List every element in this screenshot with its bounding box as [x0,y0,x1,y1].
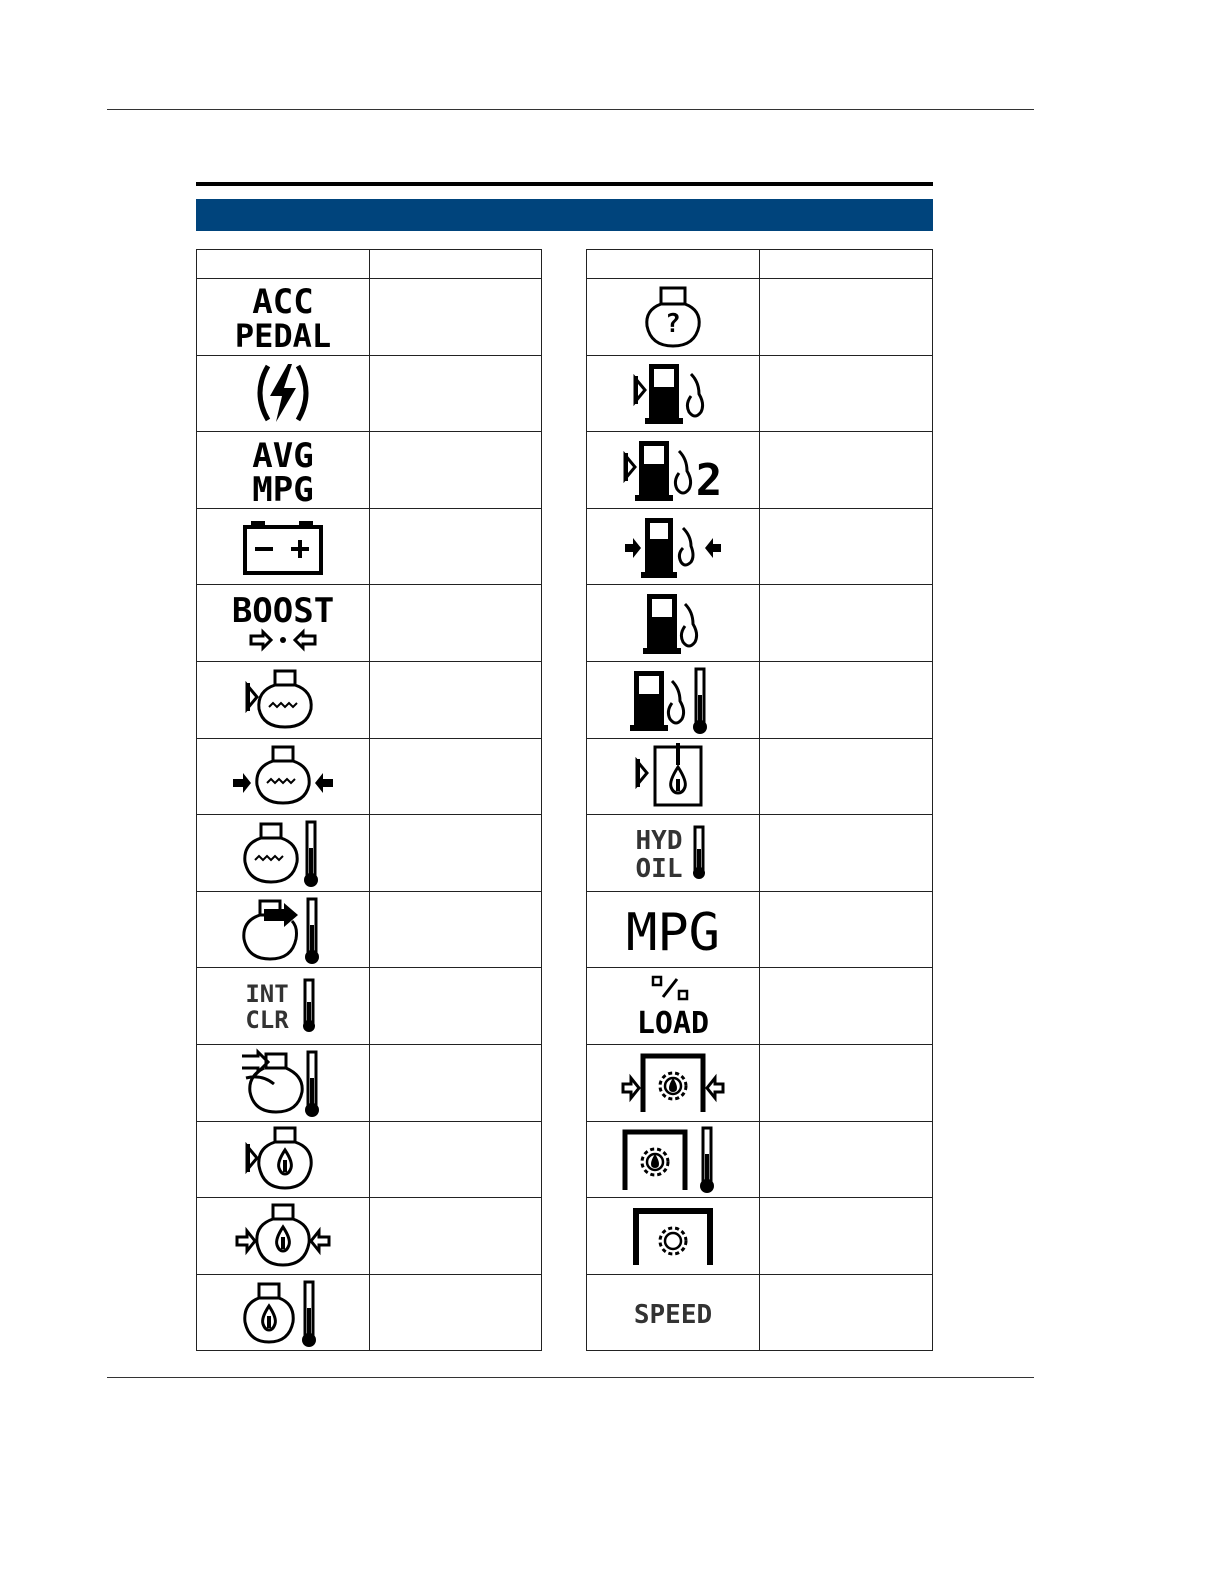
oil-level-icon [243,1124,323,1194]
icon-cell [587,432,760,509]
description-cell [369,279,542,356]
table-row [197,585,542,662]
table-row [197,355,542,432]
speed-icon [623,1293,723,1333]
header-cell [197,250,370,279]
transmission-pressure-icon [621,1048,725,1118]
table-row [197,508,542,585]
description-cell [369,1044,542,1121]
table-row [587,661,933,738]
avg-mpg-icon [233,435,333,505]
description-cell [369,1198,542,1275]
fuel-pressure-icon [623,514,723,580]
table-row [197,738,542,815]
description-cell [369,432,542,509]
oil-pressure-icon [235,1201,331,1271]
description-cell [369,355,542,432]
icon-cell [197,738,370,815]
svg-text:MPG: MPG [626,902,720,960]
table-row [587,508,933,585]
description-cell [760,738,933,815]
description-cell [369,1121,542,1198]
table-row [197,1121,542,1198]
table-row [197,432,542,509]
boost-pressure-icon [223,590,343,656]
svg-text:OIL: OIL [635,853,683,883]
table-row [197,279,542,356]
table-row [587,279,933,356]
table-row [587,1274,933,1351]
coolant-temperature-icon [241,818,325,888]
icon-cell [197,1198,370,1275]
description-cell [760,279,933,356]
table-row [197,968,542,1045]
description-cell [760,891,933,968]
description-cell [369,585,542,662]
coolant-pressure-icon [231,743,335,809]
svg-text:2: 2 [695,454,723,503]
table-row [587,355,933,432]
icon-cell [587,279,760,356]
engine-fault-icon [643,284,703,350]
header-cell [369,250,542,279]
description-cell [760,432,933,509]
description-cell [760,355,933,432]
description-cell [760,1274,933,1351]
svg-text:LOAD: LOAD [636,1006,710,1040]
hydraulic-oil-level-icon [635,741,711,811]
table-row [587,585,933,662]
table-row [197,661,542,738]
description-cell [760,661,933,738]
description-cell [760,1044,933,1121]
header-cell [760,250,933,279]
symbol-table-left [196,249,542,1351]
icon-cell [197,355,370,432]
table-row [197,1044,542,1121]
icon-cell [587,508,760,585]
table-row [197,1274,542,1351]
table-row [587,891,933,968]
transmission-icon [628,1203,718,1269]
description-cell [369,815,542,892]
intake-temperature-icon [238,1048,328,1118]
fuel-level-icon [633,360,713,426]
icon-cell [197,585,370,662]
icon-cell [197,508,370,585]
svg-text:ACC: ACC [252,281,314,322]
table-header-row [587,250,933,279]
table-row [587,1121,933,1198]
section-rule [196,182,933,186]
battery-icon [241,517,325,577]
intercooler-temperature-icon [241,976,325,1036]
icon-cell [197,891,370,968]
svg-text:?: ? [665,308,681,339]
icon-cell [587,1044,760,1121]
icon-cell [587,1121,760,1198]
description-cell [369,891,542,968]
coolant-level-icon [243,667,323,733]
table-row [587,432,933,509]
svg-text:HYD: HYD [635,825,683,856]
mpg-icon [618,900,728,960]
svg-text:AVG: AVG [252,435,314,476]
svg-text:INT: INT [245,980,289,1009]
description-cell [760,968,933,1045]
description-cell [760,1198,933,1275]
icon-cell [587,1274,760,1351]
icon-cell [587,738,760,815]
table-row [197,815,542,892]
electrical-fault-icon [248,360,318,426]
oil-temperature-icon [243,1278,323,1348]
table-row [587,1044,933,1121]
footer-rule [107,1377,1034,1378]
header-rule [107,109,1034,110]
icon-cell [197,432,370,509]
description-cell [760,508,933,585]
description-cell [369,661,542,738]
icon-cell [197,815,370,892]
table-row [587,1198,933,1275]
svg-text:PEDAL: PEDAL [234,316,331,353]
table-header-row [197,250,542,279]
header-cell [587,250,760,279]
icon-cell [587,815,760,892]
percent-load-icon [623,973,723,1039]
table-row [587,815,933,892]
icon-cell [197,1044,370,1121]
symbol-table-right [586,249,933,1351]
description-cell [760,815,933,892]
table-row [587,968,933,1045]
icon-cell [197,661,370,738]
transmission-temperature-icon [621,1124,725,1194]
icon-cell [587,661,760,738]
description-cell [760,1121,933,1198]
svg-text:SPEED: SPEED [633,1299,713,1330]
fuel-rate-icon [643,590,703,656]
section-banner [196,199,933,231]
description-cell [369,508,542,585]
table-row [197,1198,542,1275]
description-cell [760,585,933,662]
description-cell [369,1274,542,1351]
icon-cell [197,1274,370,1351]
svg-text:BOOST: BOOST [231,591,334,632]
icon-cell [587,968,760,1045]
fuel-level-2-icon [623,437,723,503]
icon-cell [197,279,370,356]
icon-cell [197,968,370,1045]
exhaust-temperature-icon [240,895,326,965]
icon-cell [587,1198,760,1275]
fuel-temperature-icon [630,665,716,735]
icon-cell [587,585,760,662]
hydraulic-oil-temperature-icon [631,823,715,883]
description-cell [369,738,542,815]
svg-text:CLR: CLR [245,1006,289,1035]
icon-cell [587,891,760,968]
icon-cell [587,355,760,432]
acc-pedal-icon [218,281,348,353]
table-row [197,891,542,968]
table-row [587,738,933,815]
description-cell [369,968,542,1045]
svg-text:MPG: MPG [252,469,314,505]
icon-cell [197,1121,370,1198]
